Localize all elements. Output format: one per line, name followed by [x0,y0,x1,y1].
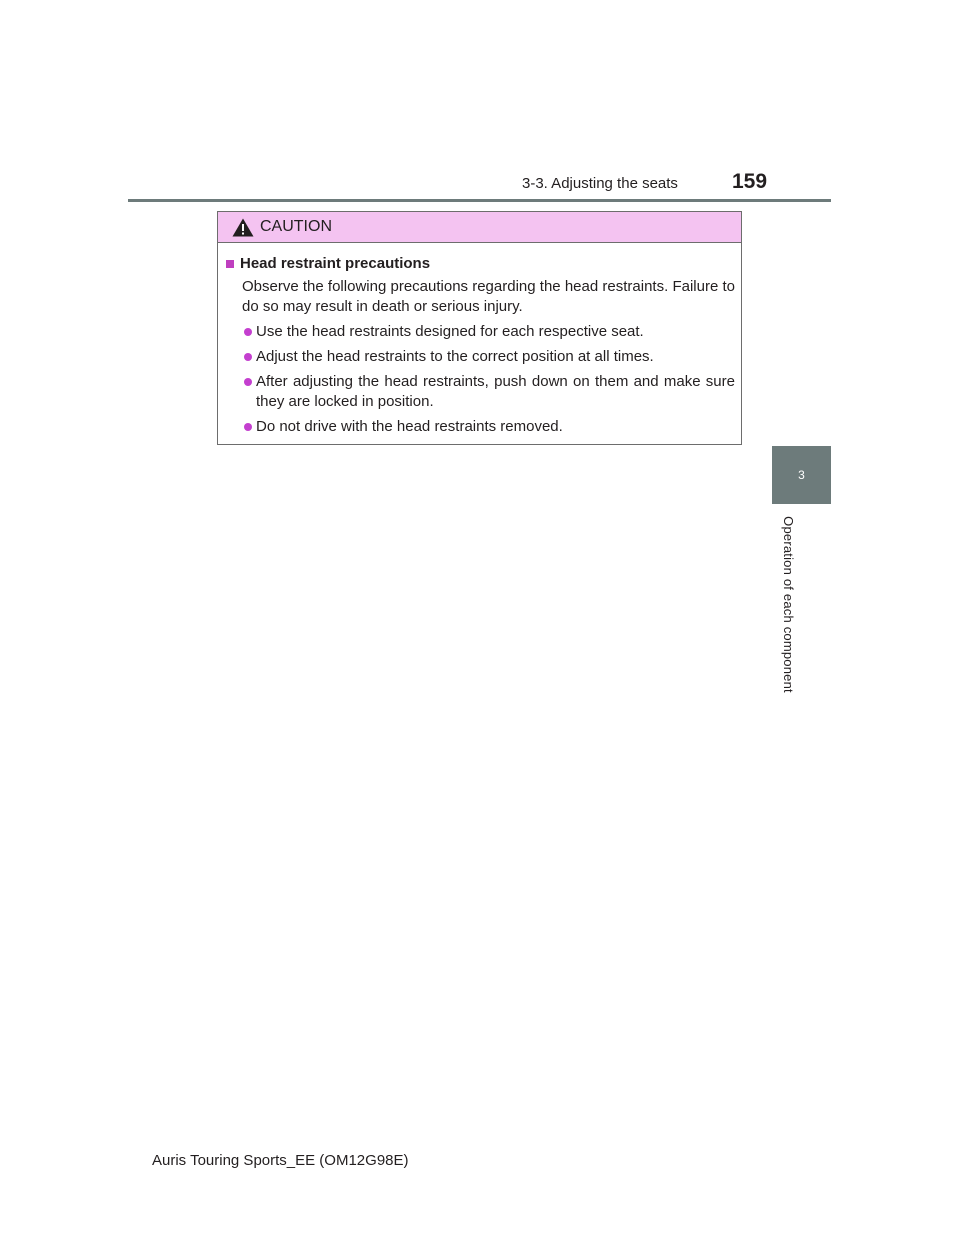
footer-manual-id: Auris Touring Sports_EE (OM12G98E) [152,1152,409,1169]
list-item [242,417,735,437]
caution-heading-text: Head restraint precautions [240,255,431,272]
warning-triangle-icon [232,218,254,237]
caution-header [218,212,741,243]
list-item [242,372,735,412]
header-rule [128,199,831,202]
list-item-text: Adjust the head restraints to the correct position at all times. [256,348,654,365]
header-section-title: 3-3. Adjusting the seats [522,175,678,192]
chapter-tab-number: 3 [772,446,831,504]
dot-bullet-icon [244,353,252,361]
chapter-title: Operation of each component [780,515,796,693]
dot-bullet-icon [244,378,252,386]
caution-heading [226,254,735,274]
dot-bullet-icon [244,328,252,336]
square-bullet-icon [226,260,234,268]
dot-bullet-icon [244,423,252,431]
page-number: 159 [732,170,768,193]
caution-title: CAUTION [260,218,332,235]
list-item-text: Do not drive with the head restraints removed. [256,418,563,435]
caution-body [218,243,741,437]
caution-box [217,211,742,445]
list-item [242,322,735,342]
list-item-text: After adjusting the head restraints, push down on them and make sure they are locked in position. [256,373,735,410]
chapter-tab-label [773,504,803,704]
caution-intro: Observe the following precautions regarding the head restraints. Failure to do so may result in death or serious injury. [242,278,735,315]
list-item-text: Use the head restraints designed for each respective seat. [256,323,644,340]
list-item [242,347,735,367]
